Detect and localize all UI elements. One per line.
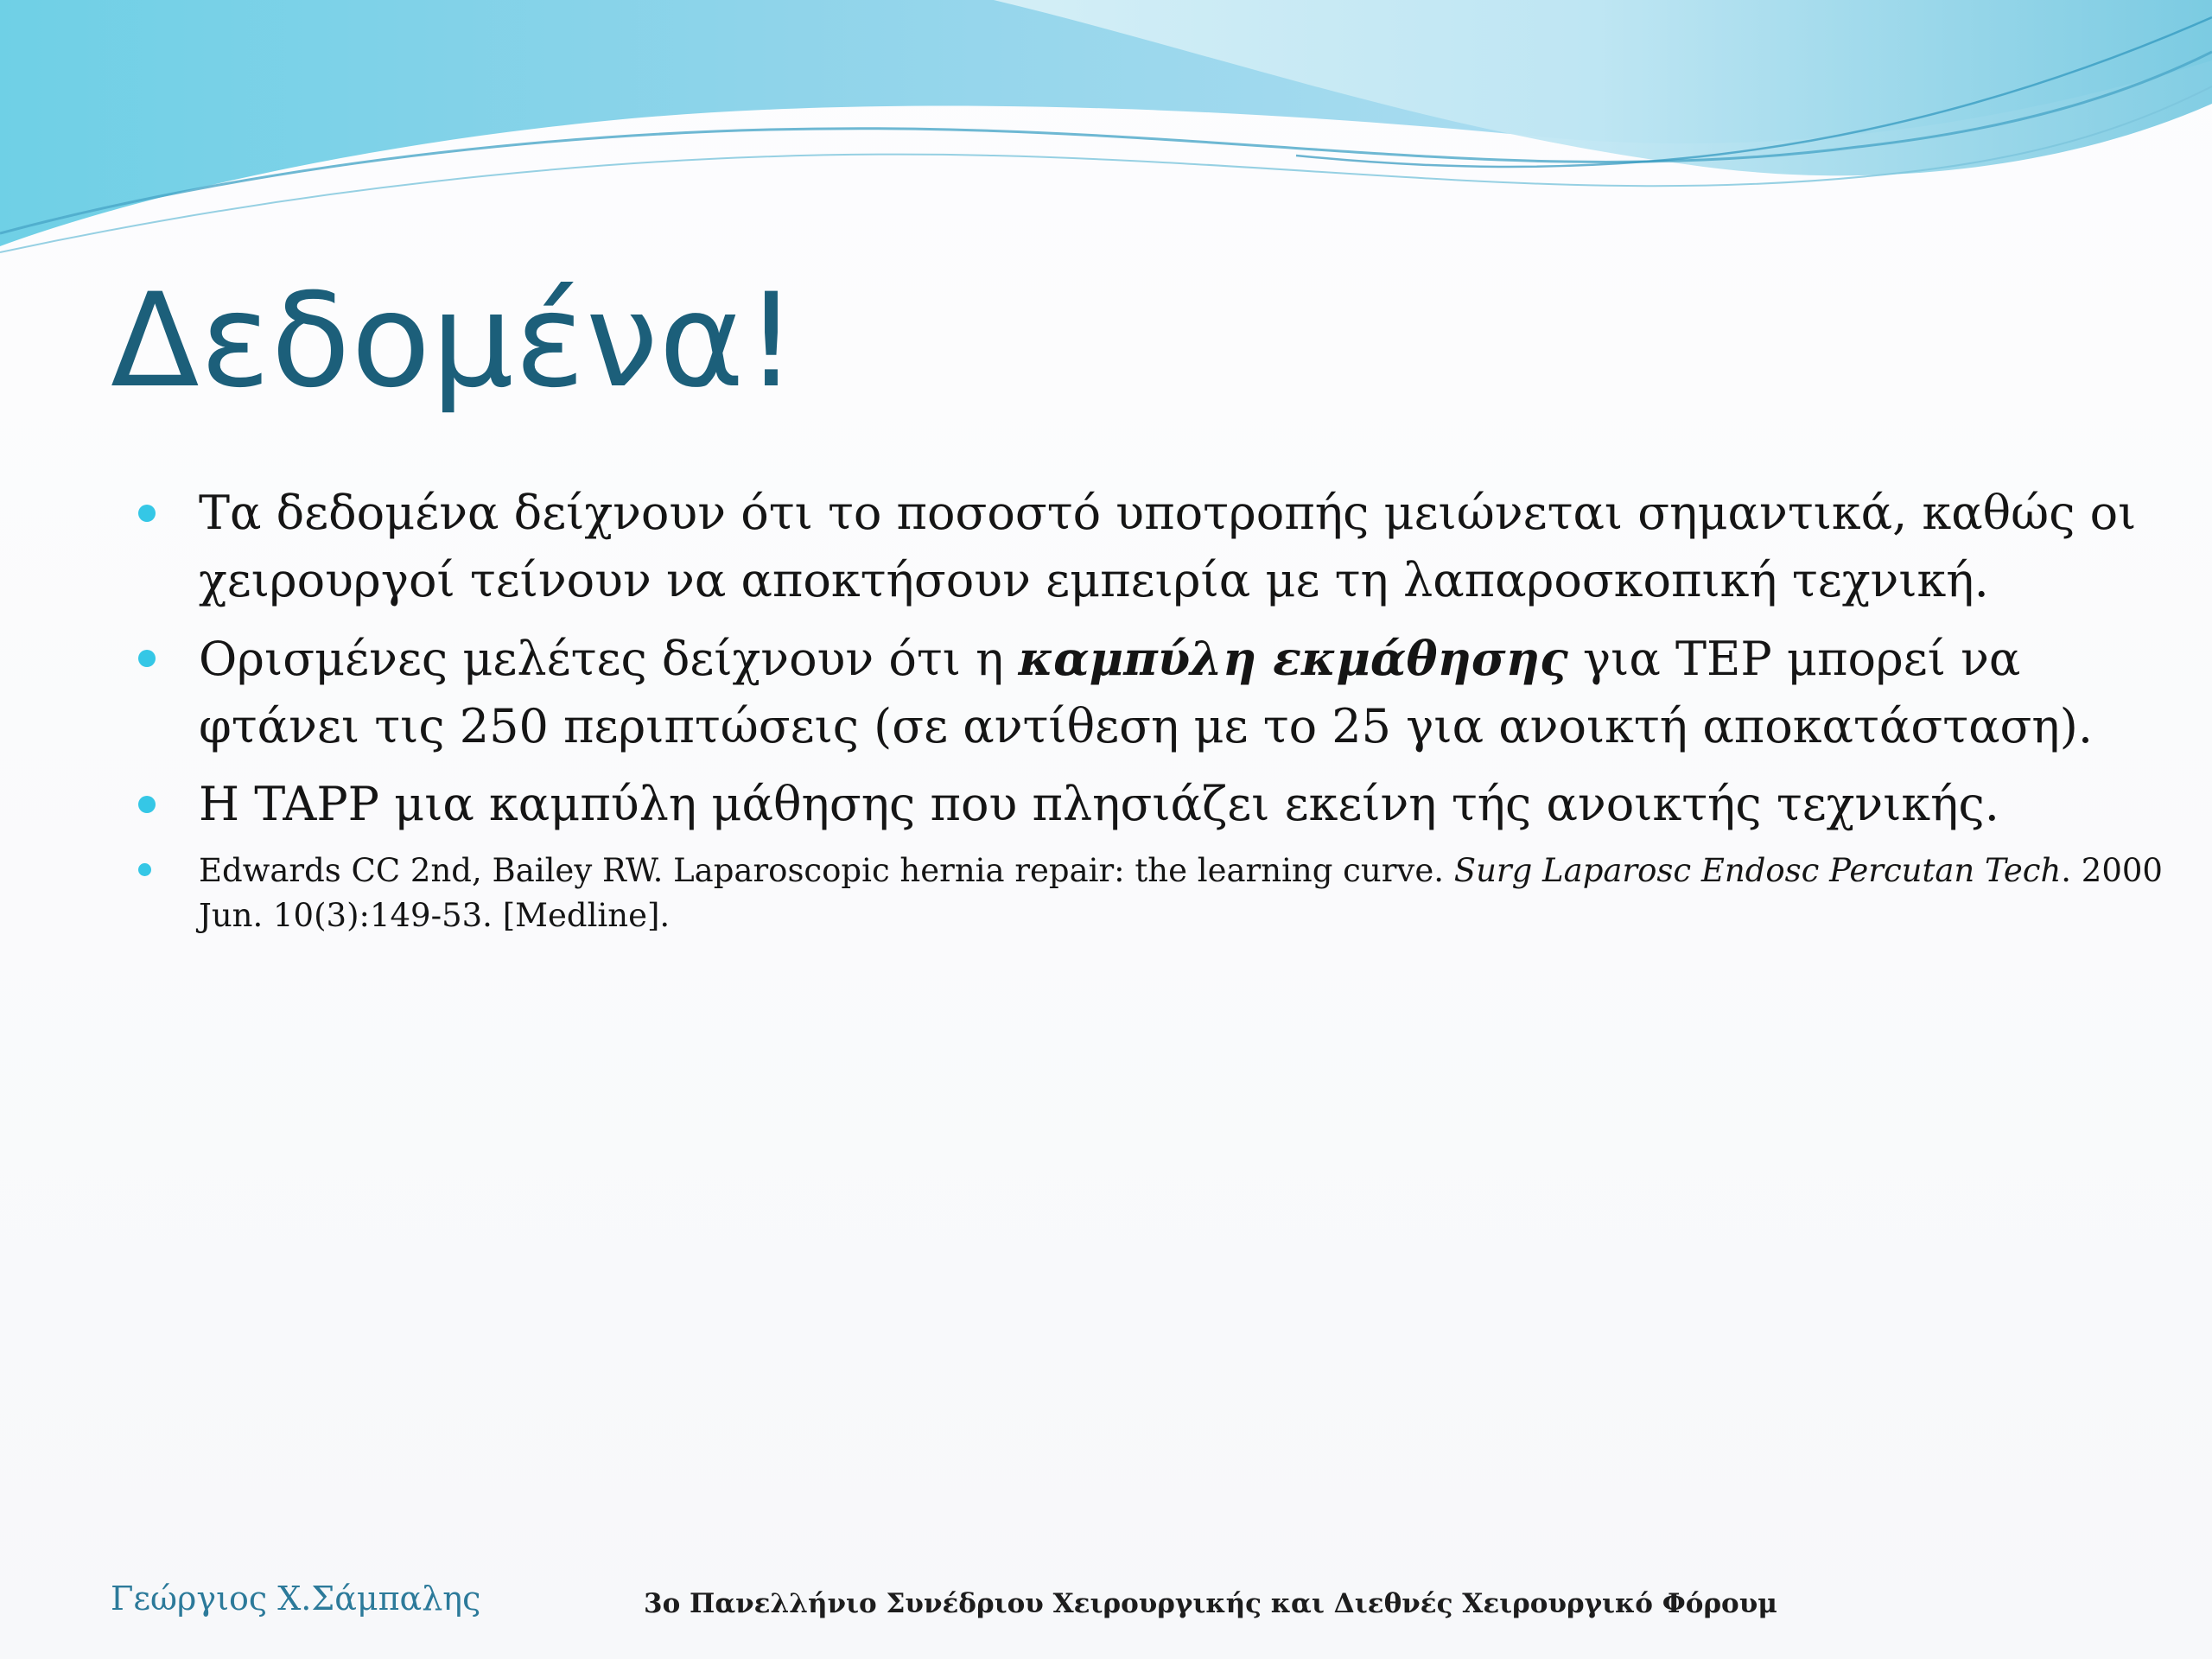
bullet-dot-icon: [138, 863, 151, 876]
reference-text-line: Jun. 10(3):149-53. [Medline].: [199, 897, 671, 934]
slide-title: Δεδομένα!: [111, 266, 798, 416]
bullet-text-segment: για TEP μπορεί να: [1567, 632, 2021, 686]
bullet-text-line: [199, 625, 2126, 693]
bullet-dot-icon: [138, 650, 156, 667]
bullet-text-segment: Ορισμένες μελέτες δείχνουν ότι η: [199, 632, 1019, 686]
bullet-dot-icon: [138, 505, 156, 522]
reference-text-segment: . 2000: [2061, 852, 2163, 889]
reference-journal: Surg Laparosc Endosc Percutan Tech: [1453, 852, 2062, 889]
bullet-text-line: Η TAPP μια καμπύλη μάθησης που πλησιάζει εκείνη τής ανοικτής τεχνικής.: [199, 777, 1999, 831]
bullet-emphasis: καμπύλη εκμάθησης: [1018, 631, 1568, 686]
bullet-text-line: [199, 849, 2163, 893]
bullet-text-line: χειρουργοί τείνουν να αποκτήσουν εμπειρία με τη λαπαροσκοπική τεχνική.: [199, 553, 1989, 607]
reference-text-segment: Edwards CC 2nd, Bailey RW. Laparoscopic hernia repair: the learning curve.: [199, 852, 1454, 889]
bullet-item-recurrence: [138, 480, 2137, 614]
decorative-wave-header: [0, 0, 2212, 276]
bullet-item-learning-curve: [138, 625, 2126, 760]
bullet-list: [138, 480, 2163, 938]
bullet-text-line: Τα δεδομένα δείχνουν ότι το ποσοστό υποτροπής μειώνεται σημαντικά, καθώς οι: [199, 486, 2137, 540]
bullet-item-reference: [138, 849, 2163, 938]
footer-conference: 3ο Πανελλήνιο Συνέδριου Χειρουργικής και Διεθνές Χειρουργικό Φόρουμ: [644, 1588, 1777, 1619]
bullet-item-tapp: [138, 771, 2126, 838]
footer-author: Γεώργιος Χ.Σάμπαλης: [111, 1580, 481, 1618]
bullet-text-line: φτάνει τις 250 περιπτώσεις (σε αντίθεση με το 25 για ανοικτή αποκατάσταση).: [199, 699, 2093, 753]
bullet-dot-icon: [138, 796, 156, 813]
